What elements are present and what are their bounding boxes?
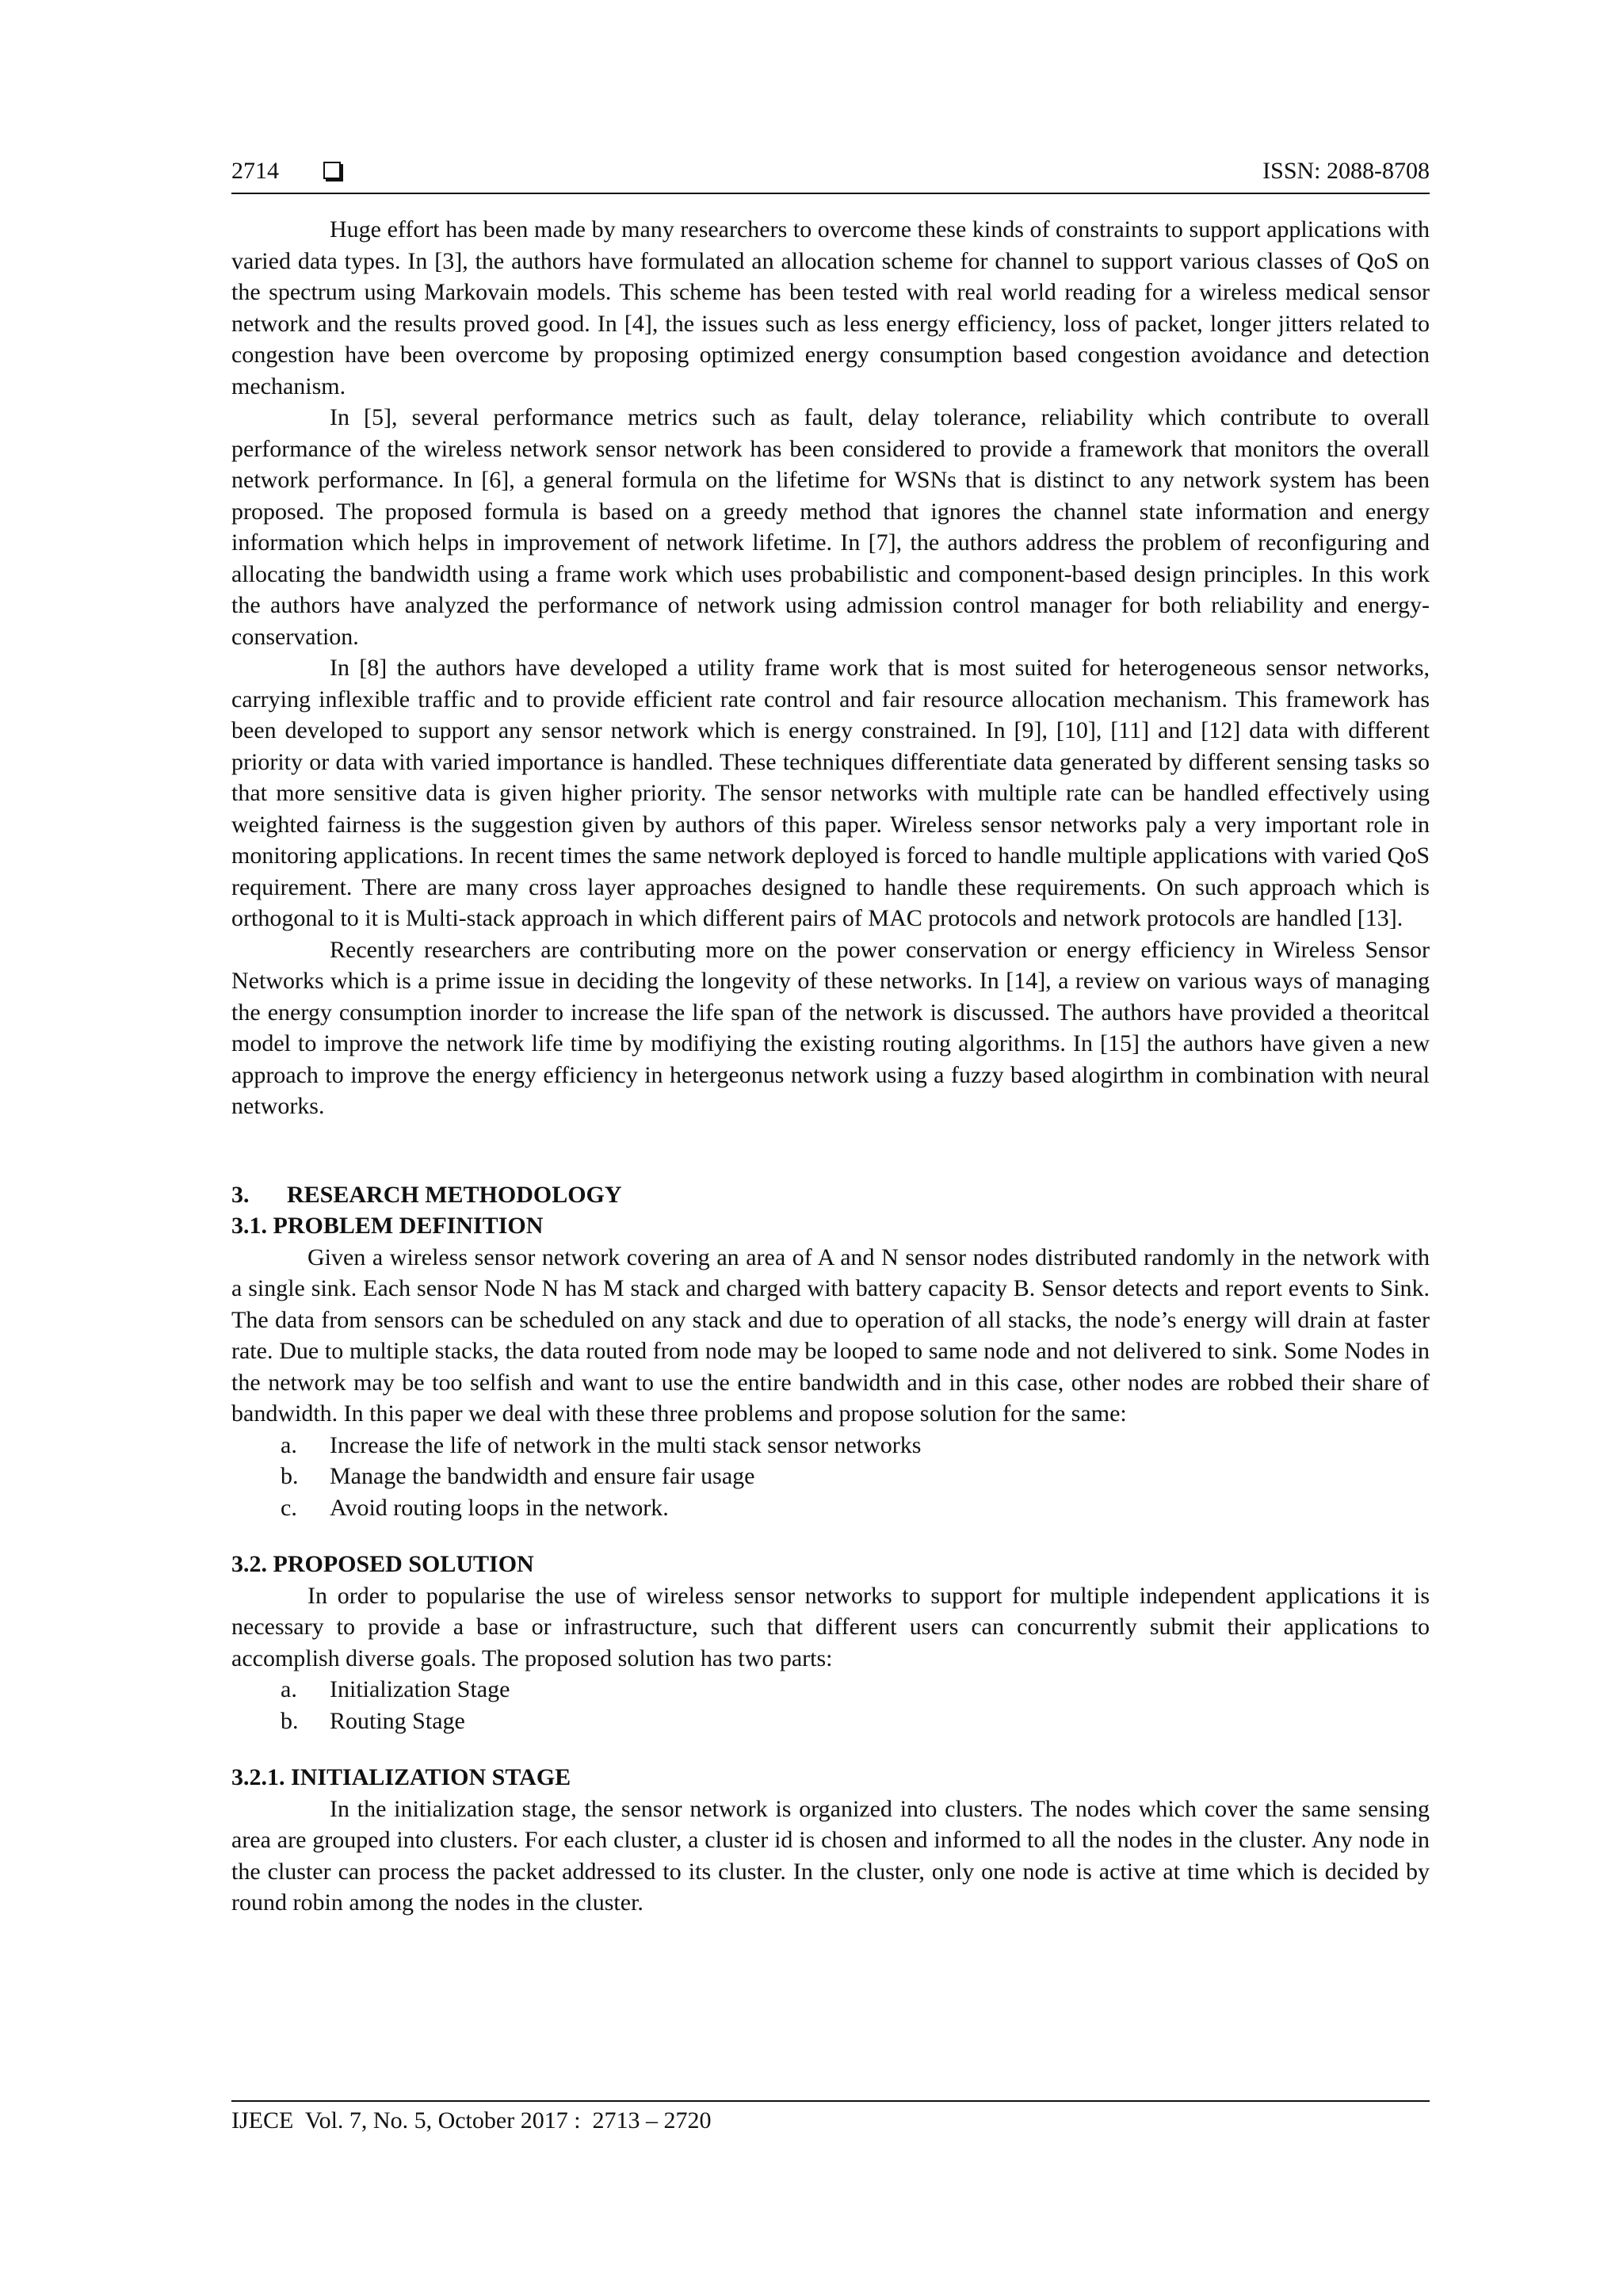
list-item [231, 1674, 1430, 1706]
issn-label: ISSN: 2088-8708 [1262, 158, 1430, 184]
list-marker: b. [281, 1707, 299, 1734]
list-marker: a. [281, 1676, 297, 1702]
section-heading-3 [231, 1179, 1430, 1211]
body-paragraph: Huge effort has been made by many researchers to overcome these kinds of constraints to support applications with varied data types. In [3], the authors have formulated an allocation scheme for channel to support various classes of QoS on the spectrum using Markovain models. This scheme has been tested with real world reading for a wireless medical sensor network and the results proved good. In [4], the issues such as less energy efficiency, loss of packet, longer jitters related to congestion have been overcome by proposing optimized energy consumption based congestion avoidance and detection mechanism. [231, 216, 1430, 399]
problem-definition-paragraph: Given a wireless sensor network covering an area of A and N sensor nodes distributed randomly in the network with a single sink. Each sensor Node N has M stack and charged with battery capacity B. Sensor detects and report events to Sink. The data from sensors can be scheduled on any stack and due to operation of all stacks, the node’s energy will drain at faster rate. Due to multiple stacks, the data routed from node may be looped to same node and not delivered to sink. Some Nodes in the network may be too selfish and want to use the entire bandwidth and in this case, other nodes are robbed their share of bandwidth. In this paper we deal with these three problems and propose solution for the same: [231, 1244, 1430, 1427]
body-paragraph: Recently researchers are contributing more on the power conservation or energy efficiency in Wireless Sensor Networks which is a prime issue in deciding the longevity of these networks. In [14], a review on various ways of managing the energy consumption inorder to increase the life span of the network is discussed. The authors have provided a theoritcal model to improve the network life time by modifiying the existing routing algorithms. In [15] the authors have given a new approach to improve the energy efficiency in hetergeonus network using a fuzzy based alogirthm in combination with neural networks. [231, 936, 1430, 1119]
list-marker: b. [281, 1463, 299, 1489]
checkbox-square-icon [323, 162, 341, 179]
section-number: 3. [231, 1181, 250, 1208]
header-rule [231, 193, 1430, 194]
body-paragraph: In [8] the authors have developed a utility frame work that is most suited for heterogeneous sensor networks, carrying inflexible traffic and to provide efficient rate control and fair resource allocation mechanism. This framework has been developed to support any sensor network which is energy constrained. In [9], [10], [11] and [12] data with different priority or data with varied importance is handled. These techniques differentiate data generated by different sensing tasks so that more sensitive data is given higher priority. The sensor networks with multiple rate can be handled effectively using weighted fairness is the suggestion given by authors of this paper. Wireless sensor networks paly a very important role in monitoring applications. In recent times the same network deployed is forced to handle multiple applications with varied QoS requirement. There are many cross layer approaches designed to handle these requirements. On such approach which is orthogonal to it is Multi-stack approach in which different pairs of MAC protocols and network protocols are handled [13]. [231, 655, 1430, 931]
initialization-paragraph: In the initialization stage, the sensor network is organized into clusters. The nodes which cover the same sensing area are grouped into clusters. For each cluster, a cluster id is chosen and informed to all the nodes in the cluster. Any node in the cluster can process the packet addressed to its cluster. In the cluster, only one node is active at time which is decided by round robin among the nodes in the cluster. [231, 1795, 1430, 1916]
section-heading-3-2: 3.2. PROPOSED SOLUTION [231, 1551, 534, 1577]
list-item [231, 1461, 1430, 1492]
solution-parts-list [231, 1674, 1430, 1736]
body-paragraph: In [5], several performance metrics such as fault, delay tolerance, reliability which contribute to overall performance of the wireless network sensor network has been considered to provide a framework that monitors the overall network performance. In [6], a general formula on the lifetime for WSNs that is distinct to any network system has been proposed. The proposed formula is based on a greedy method that ignores the channel state information and energy information which helps in improvement of network lifetime. In [7], the authors address the problem of reconfiguring and allocating the bandwidth using a frame work which uses probabilistic and component-based design principles. In this work the authors have analyzed the performance of network using admission control manager for both reliability and energy- conservation. [231, 404, 1430, 650]
list-item-text: Avoid routing loops in the network. [330, 1494, 669, 1521]
body-content [231, 214, 1430, 1919]
list-item [231, 1706, 1430, 1737]
list-item-text: Initialization Stage [330, 1676, 510, 1702]
page-header [231, 155, 1430, 192]
footer-rule [231, 2100, 1430, 2102]
section-title: RESEARCH METHODOLOGY [287, 1181, 622, 1208]
list-marker: c. [281, 1494, 297, 1521]
list-item [231, 1430, 1430, 1461]
list-item-text: Routing Stage [330, 1707, 465, 1734]
page-number: 2714 [231, 158, 279, 184]
list-item-text: Manage the bandwidth and ensure fair usage [330, 1463, 755, 1489]
list-item-text: Increase the life of network in the multi stack sensor networks [330, 1431, 922, 1458]
section-heading-3-1: 3.1. PROBLEM DEFINITION [231, 1213, 544, 1239]
section-heading-3-2-1: 3.2.1. INITIALIZATION STAGE [231, 1764, 571, 1790]
footer-citation: IJECE Vol. 7, No. 5, October 2017 : 2713 – 2720 [231, 2107, 712, 2134]
proposed-solution-paragraph: In order to popularise the use of wireless sensor networks to support for multiple independent applications it is necessary to provide a base or infrastructure, such that different users can concurrently submit their applications to accomplish diverse goals. The proposed solution has two parts: [231, 1582, 1430, 1671]
problem-list [231, 1430, 1430, 1524]
list-marker: a. [281, 1431, 297, 1458]
list-item [231, 1492, 1430, 1524]
